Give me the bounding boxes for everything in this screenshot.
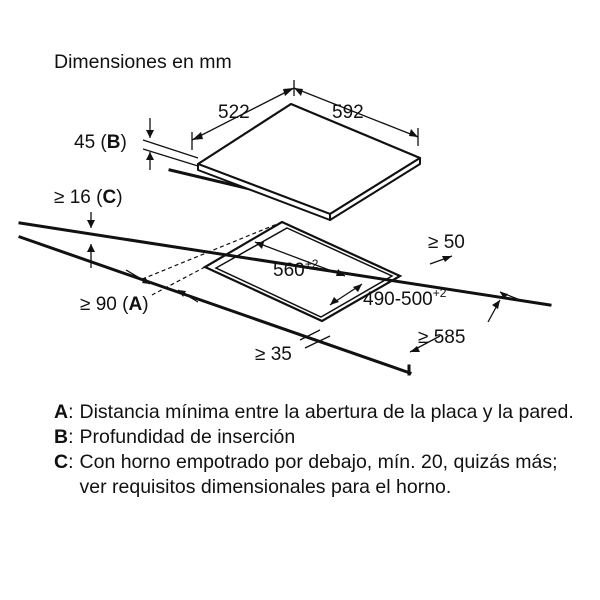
legend-key: C (54, 451, 69, 473)
counter-depth-label: ≥ 585 (418, 327, 466, 348)
legend-key: B (54, 426, 69, 448)
front-gap-value: ≥ 90 (80, 294, 117, 315)
legend-text: Profundidad de inserción (79, 426, 296, 448)
insertion-key: B (106, 132, 121, 153)
insertion-depth-label: 45 (B) (74, 132, 127, 153)
legend-text: Con horno empotrado por debajo, mín. 20, quizás más; ver requisitos dimensionales para el horno. (79, 451, 558, 498)
counter-min-label: ≥ 16 (C) (54, 187, 123, 208)
cutout-depth-label (363, 286, 447, 310)
cutout-width-label (273, 257, 319, 281)
front-gap-label: ≥ 90 (A) (80, 294, 149, 315)
cutout-depth-value: 490-500 (363, 289, 433, 310)
legend-text: Distancia mínima entre la abertura de la placa y la pared. (79, 401, 574, 423)
cutout-width-tolerance: +2 (304, 257, 319, 271)
diagram-title: Dimensiones en mm (54, 51, 232, 73)
legend-item-c: C : Con horno empotrado por debajo, mín. 20, quizás más; ver requisitos dimensionales para el horno. (54, 450, 574, 500)
front-key: A (128, 294, 143, 315)
insertion-depth-value: 45 (74, 132, 96, 153)
side-gap-label: ≥ 35 (255, 344, 292, 365)
legend-key: A (54, 401, 69, 423)
hob-width-label: 592 (332, 102, 364, 123)
counter-key: C (102, 187, 117, 208)
legend-item-b: B : Profundidad de inserción (54, 425, 574, 450)
legend (54, 400, 574, 500)
back-gap-label: ≥ 50 (428, 232, 465, 253)
cutout-depth-tolerance: +2 (432, 286, 447, 300)
hob-depth-label: 522 (218, 102, 250, 123)
cutout-width-value: 560 (273, 260, 305, 281)
legend-item-a: A : Distancia mínima entre la abertura de la placa y la pared. (54, 401, 574, 423)
counter-min-value: ≥ 16 (54, 187, 91, 208)
